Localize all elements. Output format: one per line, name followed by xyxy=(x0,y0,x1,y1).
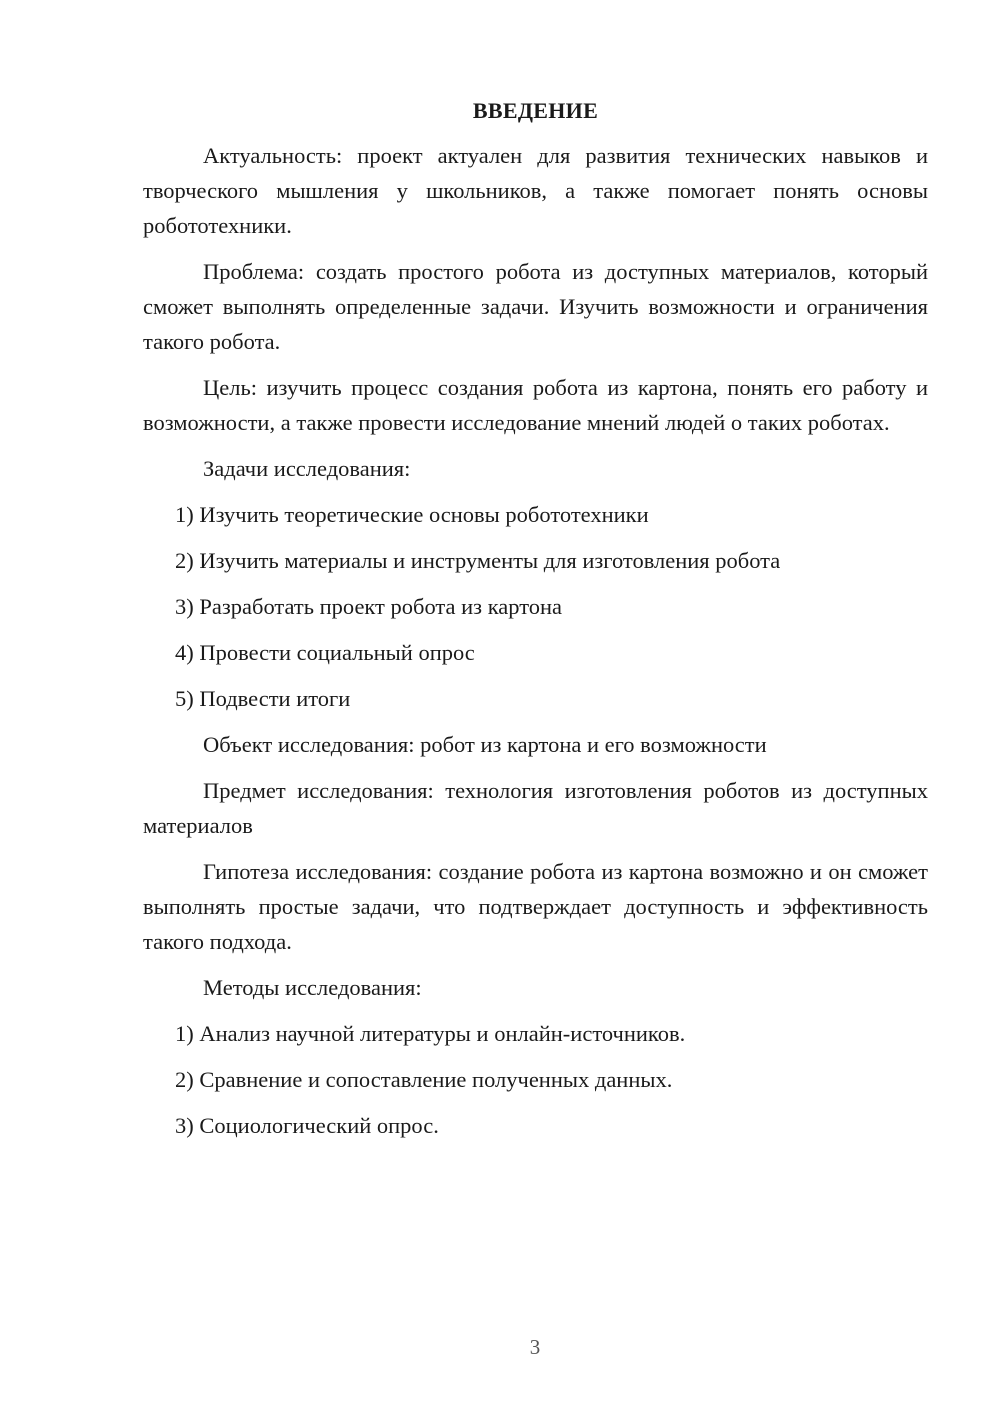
hypothesis-paragraph: Гипотеза исследования: создание робота из картона возможно и он сможет выполнять простые задачи, что подтверждает доступность и эффективность такого подхода. xyxy=(143,859,928,954)
task-item: 5) Подвести итоги xyxy=(175,686,351,711)
method-item: 2) Сравнение и сопоставление полученных данных. xyxy=(175,1067,673,1092)
object-paragraph: Объект исследования: робот из картона и его возможности xyxy=(203,732,767,757)
tasks-title: Задачи исследования: xyxy=(203,456,411,481)
task-item: 1) Изучить теоретические основы робототехники xyxy=(175,502,649,527)
methods-title: Методы исследования: xyxy=(203,975,422,1000)
relevance-paragraph: Актуальность: проект актуален для развития технических навыков и творческого мышления у школьников, а также помогает понять основы робототехники. xyxy=(143,143,928,238)
task-item: 3) Разработать проект робота из картона xyxy=(175,594,563,619)
page-number: 3 xyxy=(529,1335,541,1359)
section-heading: ВВЕДЕНИЕ xyxy=(472,98,599,123)
method-item: 3) Социологический опрос. xyxy=(175,1113,439,1138)
problem-paragraph: Проблема: создать простого робота из доступных материалов, который сможет выполнять определенные задачи. Изучить возможности и ограничения такого робота. xyxy=(143,259,928,354)
task-item: 2) Изучить материалы и инструменты для изготовления робота xyxy=(175,548,781,573)
page-content xyxy=(143,96,928,1154)
goal-paragraph: Цель: изучить процесс создания робота из картона, понять его работу и возможности, а также провести исследование мнений людей о таких роботах. xyxy=(143,375,928,435)
method-item: 1) Анализ научной литературы и онлайн-источников. xyxy=(175,1021,686,1046)
subject-paragraph: Предмет исследования: технология изготовления роботов из доступных материалов xyxy=(143,778,928,838)
task-item: 4) Провести социальный опрос xyxy=(175,640,475,665)
